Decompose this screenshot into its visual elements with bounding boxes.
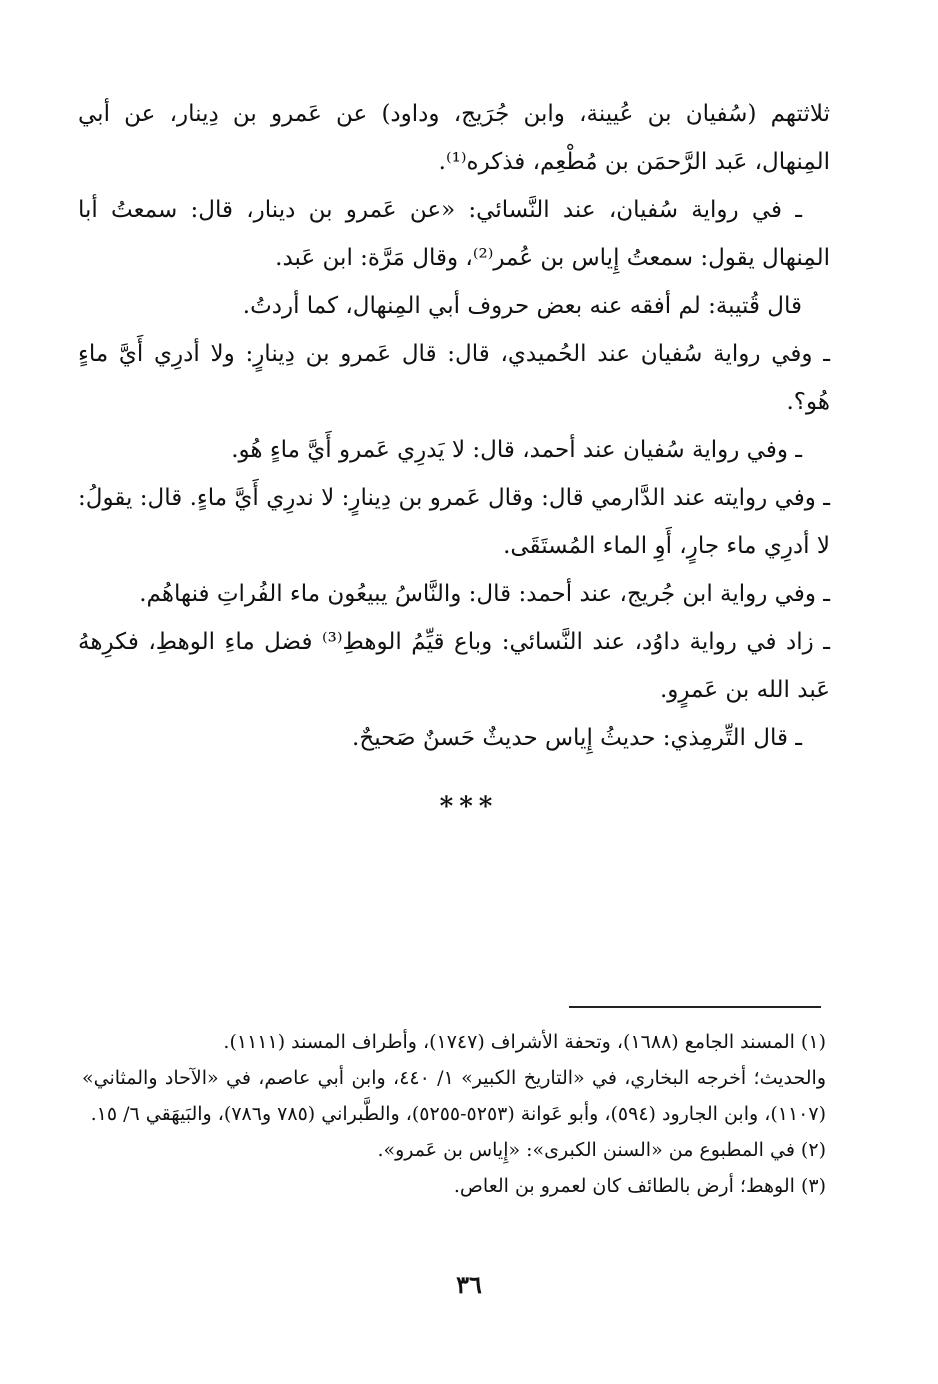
footnote-3: (٣) الوهط؛ أرض بالطائف كان لعمرو بن العاص. <box>453 1175 826 1197</box>
footnote-1: (١) المسند الجامع (١٦٨٨)، وتحفة الأشراف (١٧٤٧)، وأطراف المسند (١١١١). <box>223 1031 826 1053</box>
page-number: ٣٦ <box>456 1270 482 1299</box>
paragraph-humaydi: ـ وفي رواية سُفيان عند الحُميدي، قال: قال عَمرو بن دِينارٍ: ولا أدرِي أَيَّ ماءٍ هُو؟. <box>78 341 830 415</box>
paragraph-tirmidhi: ـ قال التِّرمِذي: حديثُ إِياس حديثٌ حَسنٌ صَحيحٌ. <box>352 725 802 751</box>
section-separator: *** <box>439 792 499 822</box>
paragraph-dawud: ـ زاد في رواية داوُد، عند النَّسائي: وباع قيِّمُ الوهطِ⁽³⁾ فضل ماءِ الوهطِ، فكرِههُ عَبد الله بن عَمرٍو. <box>78 629 830 703</box>
paragraph-ahmad-sufyan: ـ وفي رواية سُفيان عند أحمد، قال: لا يَدرِي عَمرو أَيَّ ماءٍ هُو. <box>231 437 802 463</box>
paragraph-darimi: ـ وفي روايته عند الدَّارمي قال: وقال عَمرو بن دِينارٍ: لا ندرِي أَيَّ ماءٍ. قال: يقولُ: لا أدرِي ماء جارٍ، أَوِ الماء المُستَقَى. <box>78 485 830 559</box>
paragraph-ibn-jurayj: ـ وفي رواية ابن جُريج، عند أحمد: قال: والنَّاسُ يبيعُون ماء الفُراتِ فنهاهُم. <box>139 581 830 607</box>
paragraph-chain: ثلاثتهم (سُفيان بن عُيينة، وابن جُرَيج، وداود) عن عَمرو بن دِينار، عن أبي المِنهال، عَبد الرَّحمَن بن مُطْعِم، فذكره⁽¹⁾. <box>78 101 830 175</box>
footnotes <box>82 1024 826 1204</box>
paragraph-qutayba: قال قُتيبة: لم أفقه عنه بعض حروف أبي المِنهال، كما أردتُ. <box>242 293 802 319</box>
footnote-1-continued: والحديث؛ أخرجه البخاري، في «التاريخ الكبير» ١/ ٤٤٠، وابن أبي عاصم، في «الآحاد والمثاني» (١١٠٧)، وابن الجارود (٥٩٤)، وأبو عَوانة (٥٢٥٣-٥٢٥٥)، والطَّبراني (٧٨٥ و٧٨٦)، والبَيهَقي ٦/ ١٥. <box>82 1067 826 1125</box>
footnote-divider <box>569 1006 821 1008</box>
paragraph-nasai-sufyan: ـ في رواية سُفيان، عند النَّسائي: «عن عَمرو بن دينار، قال: سمعتُ أبا المِنهال يقول: سمعتُ إِياس بن عُمر⁽²⁾، وقال مَرَّة: ابن عَبد. <box>78 197 830 271</box>
footnote-2: (٢) في المطبوع من «السنن الكبرى»: «إِياس بن عَمرو». <box>377 1139 826 1161</box>
main-text <box>78 90 830 762</box>
